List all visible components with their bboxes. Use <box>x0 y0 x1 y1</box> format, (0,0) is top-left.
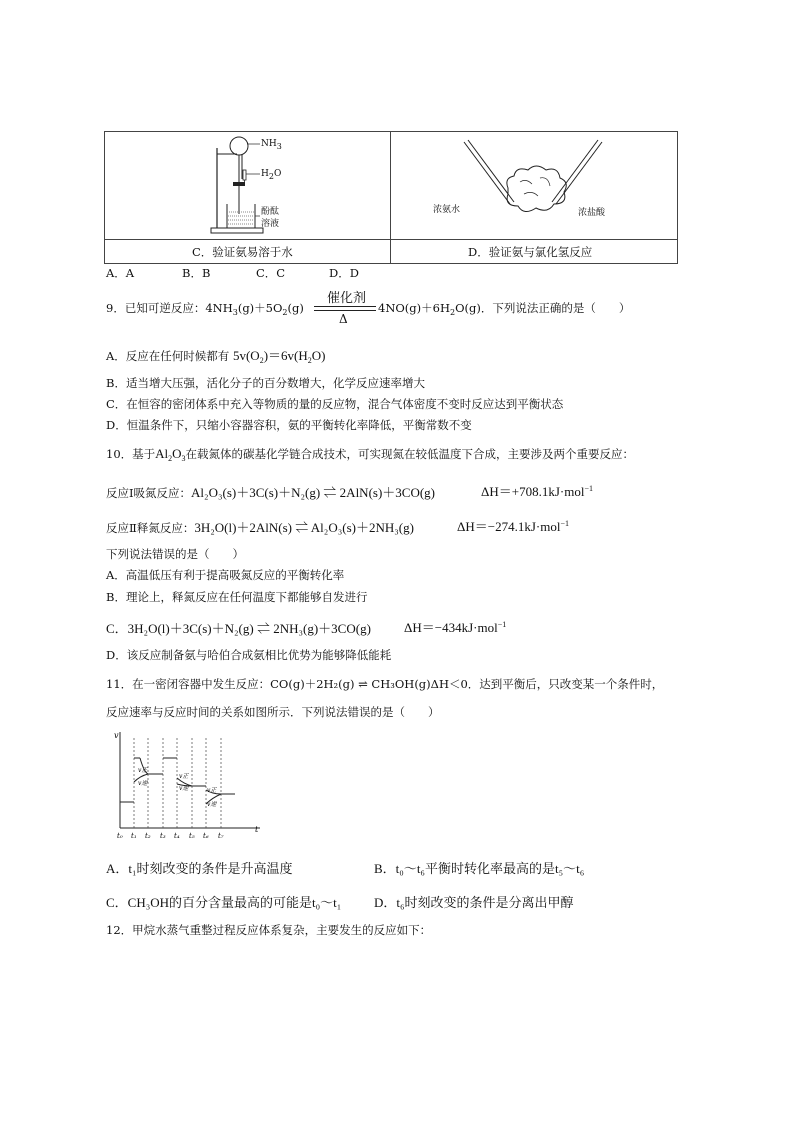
q11-option-c: C．CH₃OH的百分含量最高的可能是t₀～t₁ <box>106 895 342 910</box>
tick-t1: t₁ <box>131 832 137 840</box>
q11-option-a: A．t₁时刻改变的条件是升高温度 <box>106 861 293 876</box>
q9-catalyst: 催化剂 <box>327 291 367 306</box>
label-v-reverse-2: v逆 <box>179 785 189 792</box>
q8-option-b: B．B <box>182 266 211 280</box>
q11-option-b: B．t₀～t₆平衡时转化率最高的是t₅～t₆ <box>374 861 585 876</box>
q8-option-d: D．D <box>329 266 359 280</box>
q9-option-d: D．恒温条件下，只缩小容器容积，氨的平衡转化率降低，平衡常数不变 <box>106 418 472 432</box>
q9-stem-right: $4NO(g)+6H_2O(g)$．下列说法正确的是（ ） <box>378 301 631 317</box>
label-v-forward-3: v正 <box>207 787 217 794</box>
q10-option-c: C．3H₂O(l)＋3C(s)＋N₂(g) ⇌ 2NH₃(g)＋3CO(g) <box>106 621 371 636</box>
q11-option-d: D．t₆时刻改变的条件是分离出甲醇 <box>374 895 574 910</box>
q10-reaction-1: 反应Ⅰ吸氮反应：Al₂O₃(s)＋3C(s)＋N₂(g) ⇌ 2AlN(s)＋3CO(g) <box>106 485 436 500</box>
q8-option-c: C．C <box>256 266 286 280</box>
q10-reaction-1-dh: ΔH＝+708.1kJ·mol$^{-1}$ <box>481 484 593 499</box>
tick-t5: t₅ <box>189 832 195 840</box>
q12-stem: 12．甲烷水蒸气重整过程反应体系复杂，主要发生的反应如下： <box>106 923 432 937</box>
q10-option-a: A．高温低压有利于提高吸氮反应的平衡转化率 <box>106 568 345 582</box>
q9-arrow <box>314 306 376 311</box>
label-v-reverse: v逆 <box>138 780 148 787</box>
tick-t4: t₄ <box>174 832 180 840</box>
q11-rate-time-graph <box>110 728 270 840</box>
q10-option-d: D．该反应制备氨与哈伯合成氨相比优势为能够降低能耗 <box>106 648 392 662</box>
label-phenolphthalein: 酚酞 溶液 <box>261 207 280 229</box>
q9-option-b: B．适当增大压强，活化分子的百分数增大，化学反应速率增大 <box>106 376 425 390</box>
label-v-forward-2: v正 <box>179 773 189 780</box>
axis-t-label: t <box>255 825 259 834</box>
table-divider-vertical <box>390 131 391 263</box>
tick-t3: t₃ <box>160 832 166 840</box>
tick-t0: t₀ <box>117 832 123 840</box>
q10-option-c-dh: ΔH＝−434kJ·mol$^{-1}$ <box>404 620 507 635</box>
label-conc-hcl: 浓盐酸 <box>578 208 606 218</box>
q9-delta: Δ <box>339 312 348 326</box>
label-v-reverse-3: v逆 <box>207 801 217 808</box>
label-conc-ammonia: 浓氨水 <box>433 205 461 215</box>
q11-stem-line2: 反应速率与反应时间的关系如图所示．下列说法错误的是（ ） <box>106 705 440 719</box>
q10-reaction-2-dh: ΔH＝−274.1kJ·mol$^{-1}$ <box>457 519 569 534</box>
caption-c: C．验证氨易溶于水 <box>192 245 293 259</box>
q9-option-a: A．反应在任何时候都有 $5v(O_2)=6v(H_2O)$ <box>106 348 326 365</box>
q11-stem-line1: 11．在一密闭容器中发生反应：CO(g)＋2H₂(g) ⇌ CH₃OH(g)ΔH＜0．达到平衡后，只改变某一个条件时， <box>106 677 664 691</box>
q9-option-c: C．在恒容的密闭体系中充入等物质的量的反应物，混合气体密度不变时反应达到平衡状态 <box>106 397 564 411</box>
tick-t6: t₆ <box>203 832 209 840</box>
axis-v-label: v <box>114 731 119 740</box>
tick-t2: t₂ <box>145 832 151 840</box>
tick-t7: t₇ <box>218 832 224 840</box>
caption-d: D．验证氨与氯化氢反应 <box>468 245 593 259</box>
q10-ask: 下列说法错误的是（ ） <box>106 547 244 561</box>
label-nh3: NH3 <box>261 139 282 151</box>
q8-option-a: A．A <box>106 266 135 280</box>
q10-stem: 10．基于$Al_2O_3$在载氮体的碳基化学链合成技术，可实现氮在较低温度下合成，主要涉及两个重要反应： <box>106 446 635 463</box>
q10-option-b: B．理论上，释氮反应在任何温度下都能够自发进行 <box>106 590 368 604</box>
q10-reaction-2: 反应Ⅱ释氮反应：3H₂O(l)＋2AlN(s) ⇌ Al₂O₃(s)＋2NH₃(g) <box>106 520 414 535</box>
q9-stem: 9．已知可逆反应：$4NH_3(g)+5O_2(g)$ <box>106 301 304 317</box>
table-divider-horizontal <box>104 239 677 240</box>
label-v-forward: v正 <box>138 767 148 774</box>
label-h2o: H2O <box>261 169 282 181</box>
